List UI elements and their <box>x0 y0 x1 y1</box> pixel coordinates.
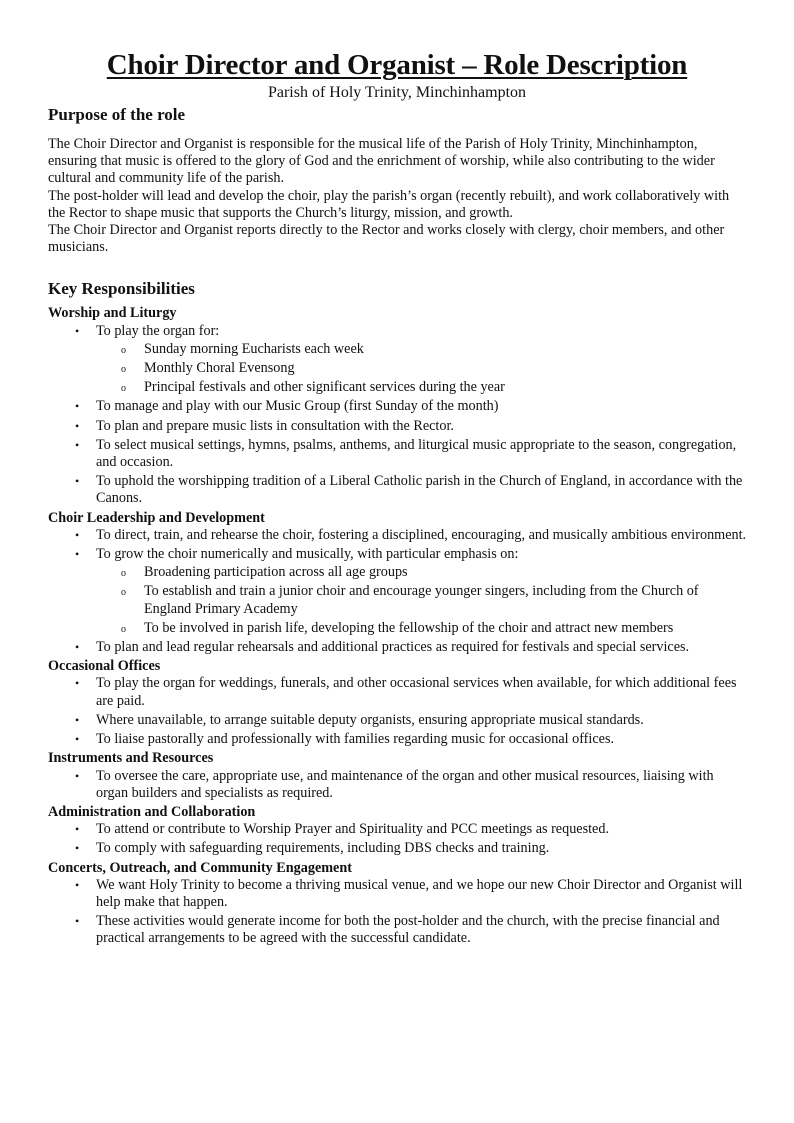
purpose-paragraph: The post-holder will lead and develop the choir, play the parish’s organ (recently rebuilt), and work collaboratively with the Rector to shape music that supports the Church’s liturgy, mission, and growth. <box>48 187 730 221</box>
list-item-text: To play the organ for weddings, funerals, and other occasional services when available, for which additional fees are paid. <box>96 675 737 709</box>
list-item <box>75 526 748 544</box>
sub-bullet-list <box>96 564 748 637</box>
sub-list-item-text: To establish and train a junior choir and encourage younger singers, including from the Church of England Primary Academy <box>144 583 699 617</box>
document-body <box>48 104 748 950</box>
bullet-icon: • <box>75 399 80 414</box>
hollow-bullet-icon: o <box>121 568 126 580</box>
list-item <box>75 398 748 415</box>
purpose-heading: Purpose of the role <box>48 105 186 124</box>
sub-list-item-text: Principal festivals and other significant services during the year <box>144 379 505 396</box>
section-heading: Occasional Offices <box>48 658 161 675</box>
bullet-icon: • <box>75 676 80 691</box>
responsibility-sections <box>48 305 748 947</box>
bullet-icon: • <box>75 841 80 856</box>
bullet-icon: • <box>75 547 80 562</box>
list-item-text: To plan and prepare music lists in consultation with the Rector. <box>96 417 454 434</box>
bullet-icon: • <box>75 437 80 452</box>
sub-list-item <box>121 583 748 617</box>
sub-list-item <box>121 379 748 396</box>
section-administration-and-collaboration <box>48 804 748 858</box>
section-heading: Worship and Liturgy <box>48 305 177 322</box>
section-instruments-and-resources <box>48 750 748 802</box>
list-item <box>75 473 748 507</box>
hollow-bullet-icon: o <box>121 344 126 356</box>
bullet-icon: • <box>75 732 80 747</box>
section-heading: Choir Leadership and Development <box>48 509 265 526</box>
list-item-text: To oversee the care, appropriate use, and maintenance of the organ and other musical resources, liaising with organ builders and specialists as required. <box>96 767 714 801</box>
section-occasional-offices <box>48 658 748 748</box>
bullet-list <box>48 527 748 656</box>
sub-list-item <box>121 619 748 637</box>
section-heading: Instruments and Resources <box>48 750 214 767</box>
sub-list-item <box>121 360 748 377</box>
list-item-text: To plan and lead regular rehearsals and additional practices as required for festivals and special services. <box>96 639 690 656</box>
bullet-icon: • <box>75 527 80 542</box>
purpose-paragraph: The Choir Director and Organist reports directly to the Rector and works closely with clergy, choir members, and other musicians. <box>48 222 725 256</box>
list-item-text: To select musical settings, hymns, psalms, anthems, and liturgical music appropriate to the season, congregation, and occasion. <box>96 436 737 471</box>
sub-list-item-text: Monthly Choral Evensong <box>144 360 295 377</box>
list-item-text: To liaise pastorally and professionally with families regarding music for occasional offices. <box>96 731 615 748</box>
section-concerts-outreach-and-community-engagement <box>48 860 748 948</box>
bullet-list <box>48 768 748 802</box>
list-item-text: Where unavailable, to arrange suitable deputy organists, ensuring appropriate musical standards. <box>96 711 644 728</box>
purpose-section <box>48 104 748 256</box>
bullet-icon: • <box>75 768 80 783</box>
sub-list-item <box>121 340 748 358</box>
bullet-icon: • <box>75 640 80 655</box>
list-item <box>75 711 748 729</box>
bullet-icon: • <box>75 474 80 489</box>
section-choir-leadership-and-development <box>48 510 748 657</box>
document-title: Choir Director and Organist – Role Description <box>106 49 688 81</box>
hollow-bullet-icon: o <box>121 587 126 599</box>
list-item <box>75 322 748 397</box>
key-responsibilities-heading: Key Responsibilities <box>48 279 195 299</box>
key-responsibilities-section <box>48 278 748 947</box>
hollow-bullet-icon: o <box>121 383 126 395</box>
list-item-text: To uphold the worshipping tradition of a Liberal Catholic parish in the Church of England, in accordance with the Canons. <box>96 473 743 507</box>
sub-list-item-text: To be involved in parish life, developing the fellowship of the choir and attract new members <box>144 619 674 636</box>
list-item <box>75 417 748 435</box>
list-item <box>75 546 748 637</box>
list-item <box>75 821 748 838</box>
document-subtitle: Parish of Holy Trinity, Minchinhampton <box>267 84 527 101</box>
list-item <box>75 913 748 947</box>
list-item <box>75 731 748 748</box>
bullet-list <box>48 821 748 857</box>
bullet-icon: • <box>75 822 80 837</box>
list-item <box>75 675 748 709</box>
list-item <box>75 767 748 802</box>
bullet-list <box>48 877 748 948</box>
sub-list-item <box>121 564 748 581</box>
bullet-icon: • <box>75 712 80 727</box>
list-item <box>75 876 748 911</box>
sub-list-item-text: Broadening participation across all age groups <box>144 564 408 581</box>
list-item-text: We want Holy Trinity to become a thriving musical venue, and we hope our new Choir Director and Organist will help make that happen. <box>96 876 743 910</box>
list-item <box>75 639 748 656</box>
sub-bullet-list <box>96 341 748 397</box>
list-item-text: To play the organ for: <box>96 322 220 339</box>
purpose-paragraph: The Choir Director and Organist is responsible for the musical life of the Parish of Holy Trinity, Minchinhampton, ensuring that music is offered to the glory of God and the enrichment of worship, while also contributing to the wider cultural and community life of the parish. <box>48 136 715 187</box>
list-item-text: These activities would generate income for both the post-holder and the church, with the precise financial and practical arrangements to be agreed with the successful candidate. <box>96 913 720 947</box>
sub-list-item-text: Sunday morning Eucharists each week <box>144 340 364 357</box>
bullet-icon: • <box>75 323 80 338</box>
list-item <box>75 436 748 471</box>
bullet-icon: • <box>75 418 80 433</box>
hollow-bullet-icon: o <box>121 623 126 635</box>
list-item-text: To comply with safeguarding requirements, including DBS checks and training. <box>96 840 550 857</box>
bullet-icon: • <box>75 877 80 892</box>
list-item-text: To manage and play with our Music Group (first Sunday of the month) <box>96 398 499 415</box>
section-heading: Concerts, Outreach, and Community Engagement <box>48 859 352 876</box>
hollow-bullet-icon: o <box>121 364 126 376</box>
section-worship-and-liturgy <box>48 305 748 507</box>
list-item-text: To direct, train, and rehearse the choir, fostering a disciplined, encouraging, and musically ambitious environment. <box>96 526 747 543</box>
bullet-list <box>48 675 748 748</box>
list-item-text: To grow the choir numerically and musically, with particular emphasis on: <box>96 546 519 563</box>
bullet-list <box>48 323 748 508</box>
section-heading: Administration and Collaboration <box>48 803 256 820</box>
list-item <box>75 840 748 857</box>
bullet-icon: • <box>75 914 80 929</box>
list-item-text: To attend or contribute to Worship Prayer and Spirituality and PCC meetings as requested. <box>96 821 609 838</box>
